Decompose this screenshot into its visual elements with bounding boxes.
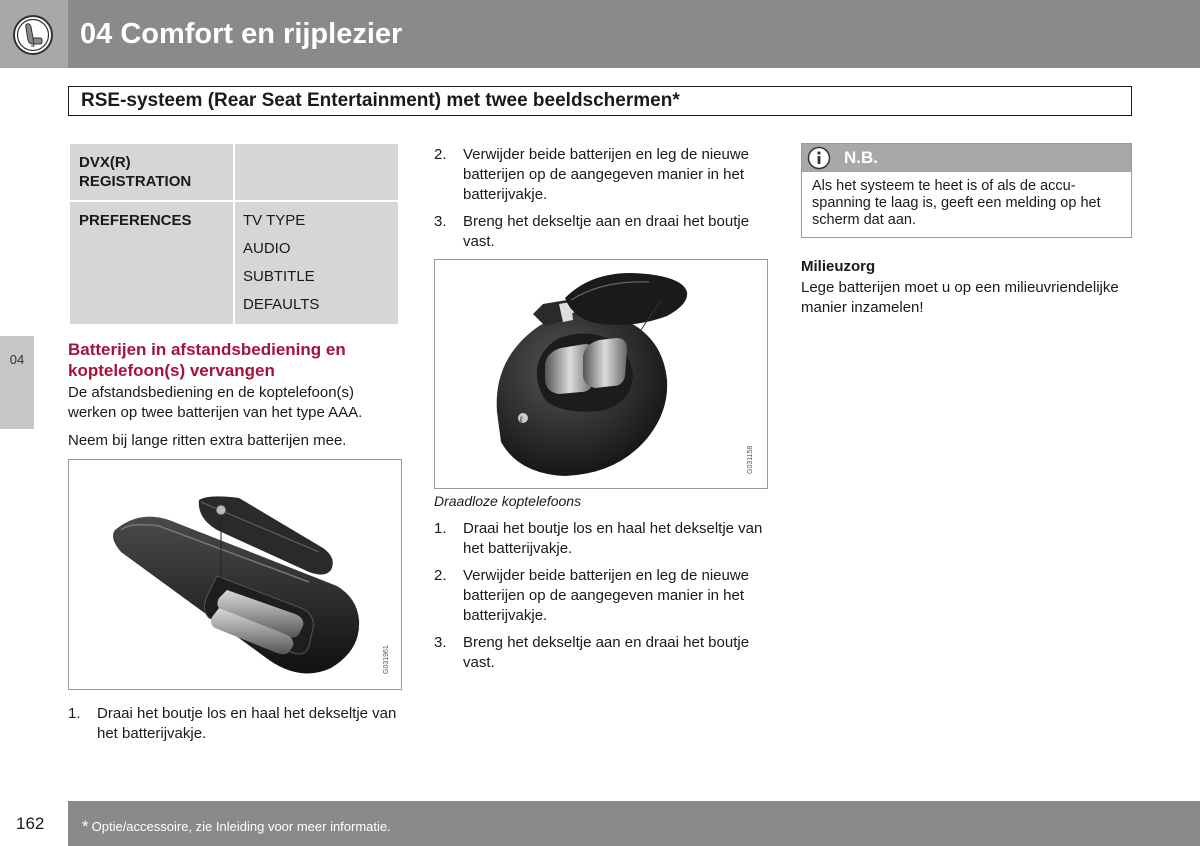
footer-bar	[68, 801, 1200, 846]
step-text: Breng het dekseltje aan en draai het boutje vast.	[463, 634, 750, 671]
table-row	[70, 144, 398, 200]
step-text: Breng het dekseltje aan en draai het boutje vast.	[463, 213, 750, 250]
chapter-title: 04 Comfort en rijplezier	[80, 18, 403, 50]
menu-value-subtitle: SUBTITLE	[243, 268, 315, 285]
remote-steps-list	[68, 704, 400, 751]
headphone-illustration	[435, 260, 768, 489]
menu-key-registration: DVX(R) REGISTRATION	[70, 144, 233, 200]
note-title: N.B.	[844, 148, 878, 167]
note-text: Als het systeem te heet is of als de accuspanning te laag is, geeft een melding op het scherm dat aan.	[812, 178, 1101, 228]
chapter-side-tab-label: 04	[9, 352, 25, 367]
list-item	[434, 519, 770, 559]
list-item	[68, 704, 400, 744]
battery-section-heading: Batterijen in afstandsbediening en koptelefoon(s) vervangen	[68, 340, 346, 380]
step-number: 1.	[434, 520, 447, 537]
note-box	[801, 143, 1132, 238]
headphone-figure-caption: Draadloze koptelefoons	[434, 493, 582, 509]
step-number: 3.	[434, 213, 447, 230]
step-number: 2.	[434, 567, 447, 584]
menu-key-preferences: PREFERENCES	[70, 202, 233, 324]
svg-text:ℓ: ℓ	[520, 415, 523, 424]
table-row	[70, 202, 398, 324]
chapter-icon-box	[0, 0, 68, 68]
figure-code-headphones: G031158	[747, 445, 754, 474]
list-item	[434, 212, 770, 252]
remote-control-figure	[68, 459, 402, 690]
step-number: 1.	[68, 705, 81, 722]
headphone-figure	[434, 259, 768, 489]
remote-steps-continued-list	[434, 145, 770, 259]
seat-icon	[12, 14, 54, 56]
step-text: Verwijder beide batterijen en leg de nieuwe batterijen op de aangegeven manier in het batterijvakje.	[463, 146, 750, 203]
environment-text: Lege batterijen moet u op een milieuvriendelijke manier inzamelen!	[801, 279, 1119, 316]
step-number: 3.	[434, 634, 447, 651]
figure-code-remote: G031961	[383, 645, 390, 674]
footnote-star: *	[82, 817, 89, 836]
footnote	[82, 817, 391, 837]
step-text: Draai het boutje los en haal het dekseltje van het batterijvakje.	[463, 520, 763, 557]
step-number: 2.	[434, 146, 447, 163]
battery-tip-text: Neem bij lange ritten extra batterijen mee.	[68, 432, 347, 449]
menu-value-tv-type: TV TYPE	[243, 212, 306, 229]
info-icon	[806, 146, 832, 170]
section-title-box	[68, 86, 1132, 116]
footnote-text: Optie/accessoire, zie Inleiding voor meer informatie.	[91, 819, 391, 834]
note-header	[802, 144, 1131, 172]
headphone-steps-list	[434, 519, 770, 680]
step-text: Draai het boutje los en haal het dekseltje van het batterijvakje.	[97, 705, 397, 742]
list-item	[434, 145, 770, 205]
page-number: 162	[16, 814, 45, 833]
menu-values-preferences	[235, 202, 398, 324]
remote-control-illustration	[69, 460, 402, 690]
chapter-side-tab	[0, 336, 34, 429]
menu-values-registration	[235, 144, 398, 200]
chapter-header-bar	[0, 0, 1200, 68]
list-item	[434, 633, 770, 673]
environment-heading: Milieuzorg	[801, 258, 876, 275]
menu-value-audio: AUDIO	[243, 240, 291, 257]
battery-intro-text: De afstandsbediening en de koptelefoon(s) werken op twee batterijen van het type AAA.	[68, 384, 363, 421]
menu-settings-table	[68, 142, 400, 326]
menu-value-defaults: DEFAULTS	[243, 296, 320, 313]
list-item	[434, 566, 770, 626]
section-title: RSE-systeem (Rear Seat Entertainment) met twee beeldschermen*	[81, 90, 680, 111]
step-text: Verwijder beide batterijen en leg de nieuwe batterijen op de aangegeven manier in het batterijvakje.	[463, 567, 750, 624]
